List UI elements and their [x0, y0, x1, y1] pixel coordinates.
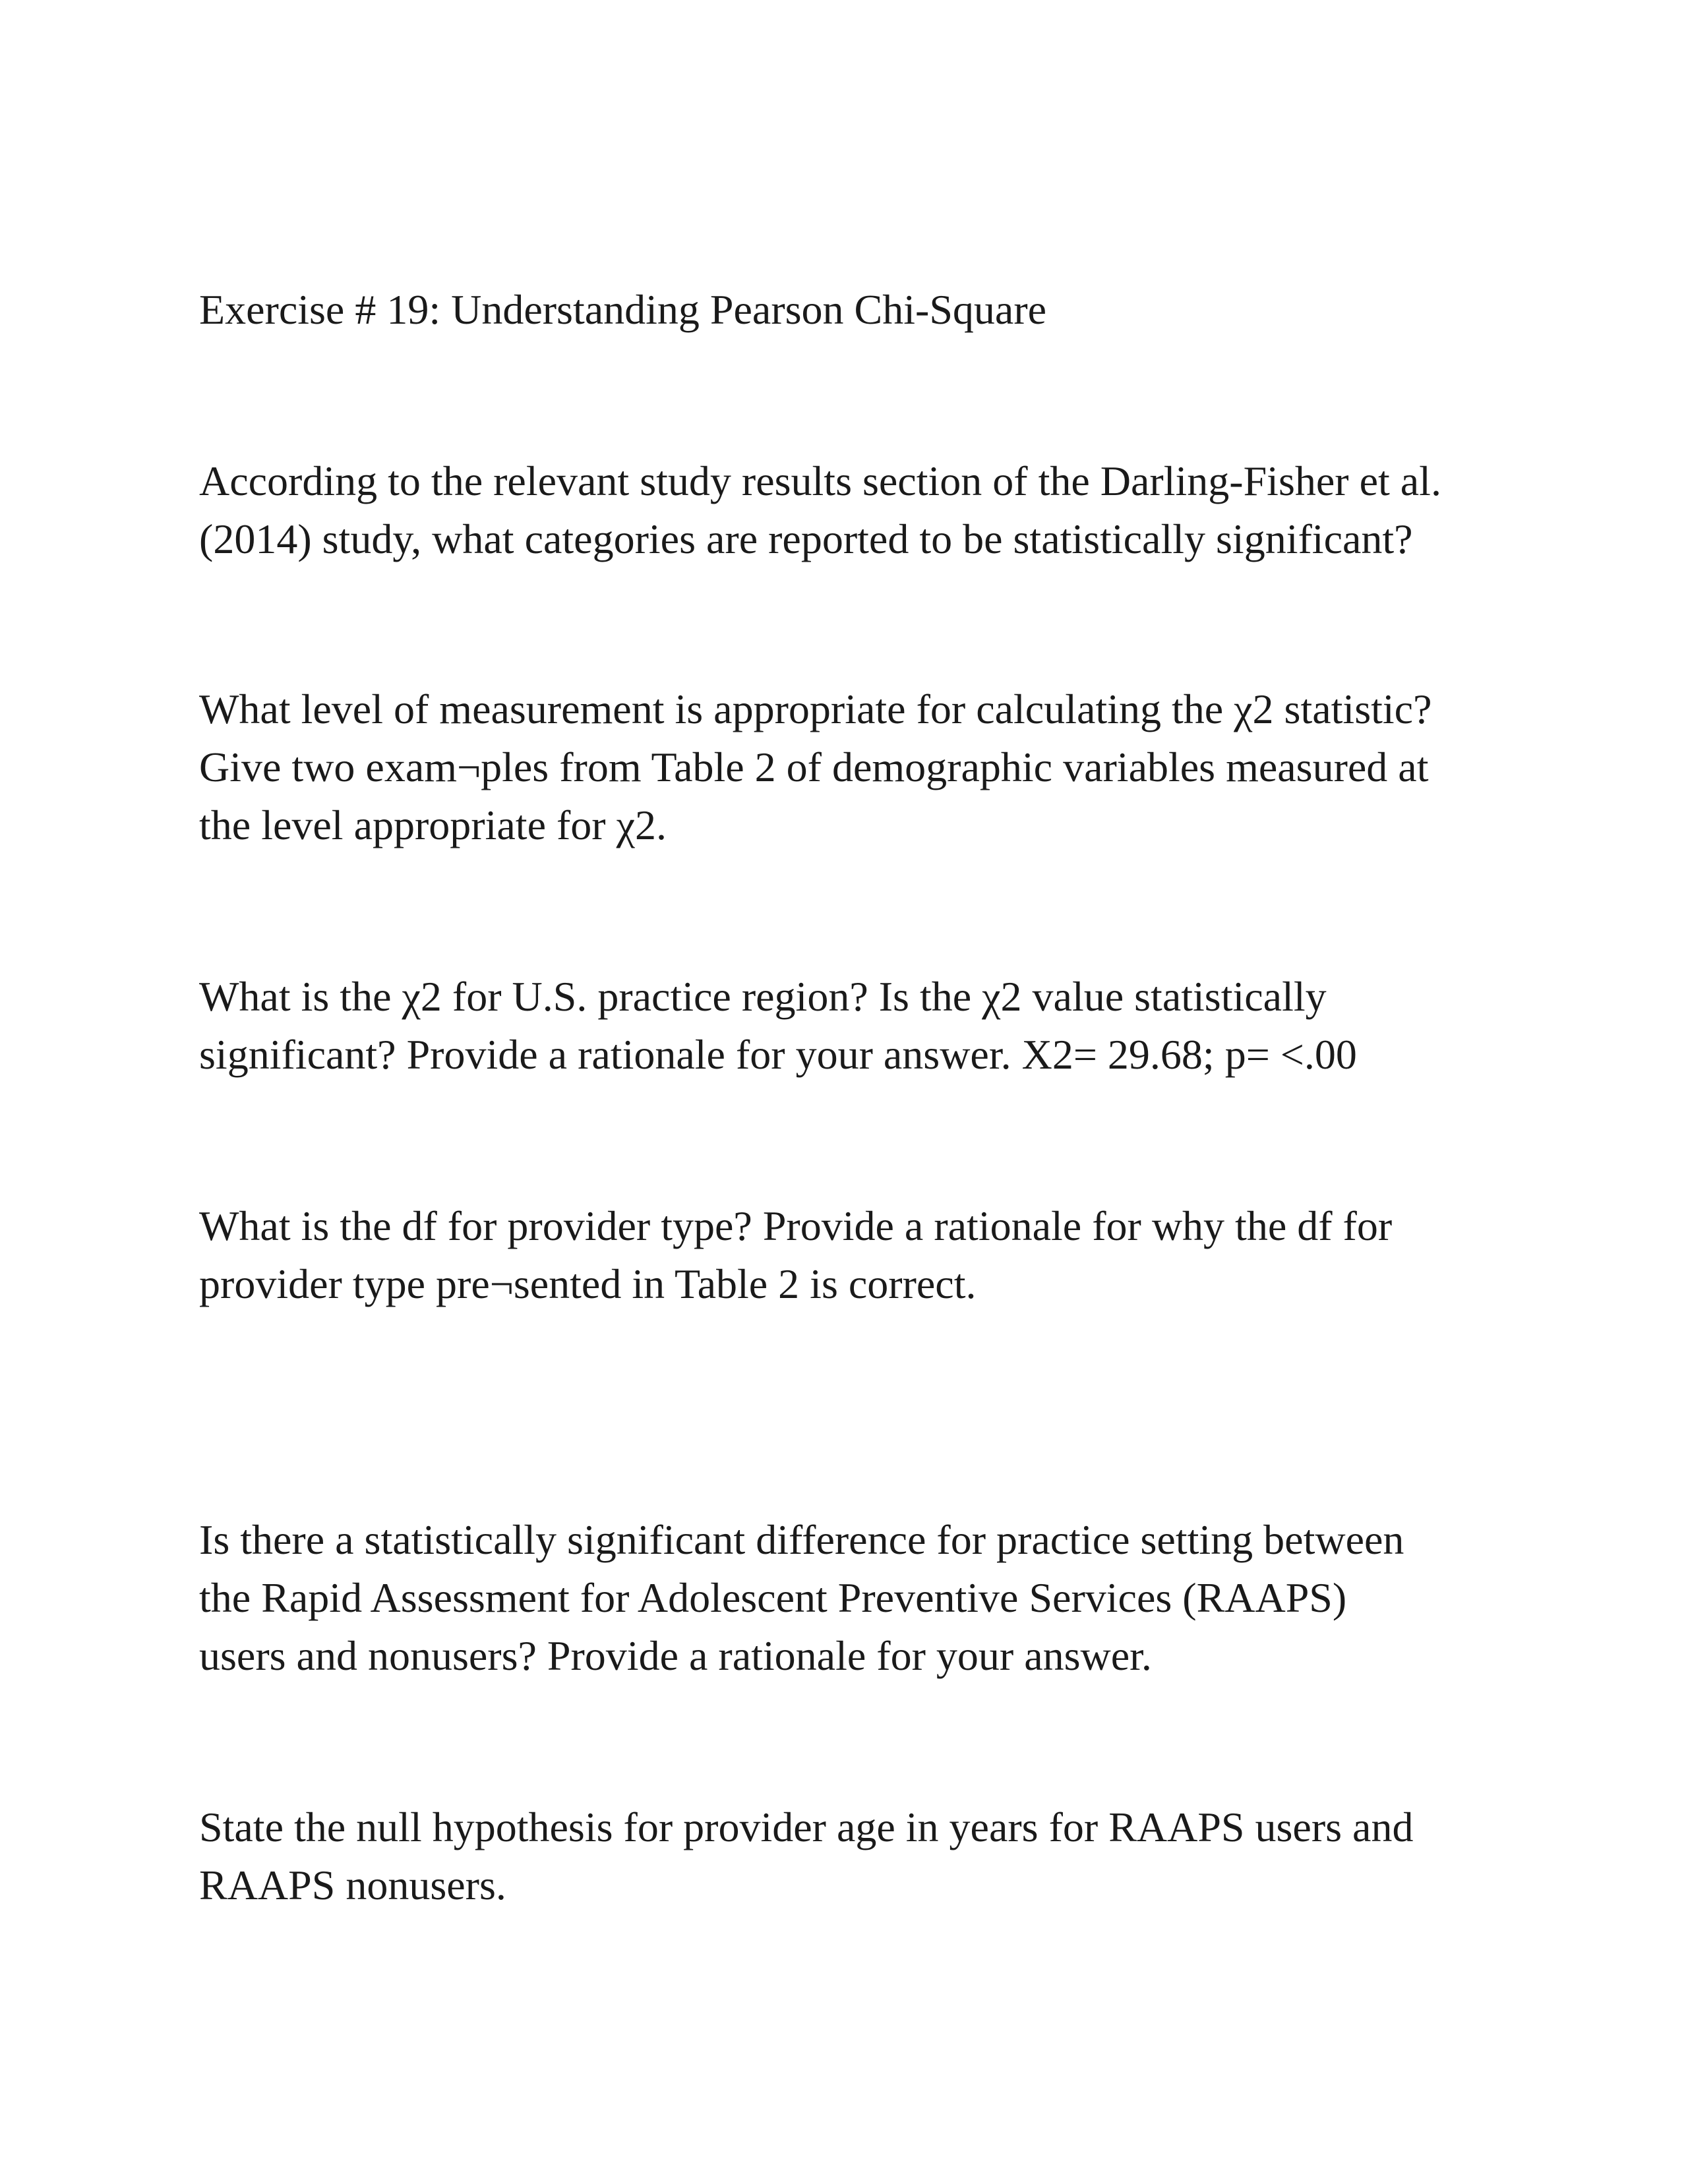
question-1-line-2: (2014) study, what categories are reported to be statistically significant?: [199, 516, 1413, 562]
exercise-title-text: Exercise # 19: Understanding Pearson Chi-Square: [199, 286, 1047, 333]
question-6-line-2: RAAPS nonusers.: [199, 1862, 506, 1908]
question-6: [199, 1798, 1544, 1914]
question-5: [199, 1511, 1544, 1685]
question-3-line-1: What is the χ2 for U.S. practice region? Is the χ2 value statistically: [199, 973, 1327, 1020]
question-1-line-1: According to the relevant study results section of the Darling-Fisher et al.: [199, 457, 1441, 504]
question-4: [199, 1197, 1544, 1313]
exercise-title: [199, 281, 1544, 339]
question-3: [199, 968, 1544, 1084]
question-5-line-2: the Rapid Assessment for Adolescent Preventive Services (RAAPS): [199, 1574, 1347, 1621]
question-1: [199, 452, 1544, 568]
question-2: [199, 680, 1544, 854]
question-4-line-1: What is the df for provider type? Provide a rationale for why the df for: [199, 1202, 1393, 1249]
question-6-line-1: State the null hypothesis for provider age in years for RAAPS users and: [199, 1804, 1414, 1850]
question-4-line-2: provider type pre¬sented in Table 2 is correct.: [199, 1260, 977, 1307]
question-5-line-1: Is there a statistically significant difference for practice setting between: [199, 1516, 1404, 1563]
question-3-line-2: significant? Provide a rationale for your answer. X2= 29.68; p= <.00: [199, 1031, 1357, 1078]
question-5-line-3: users and nonusers? Provide a rationale for your answer.: [199, 1632, 1152, 1679]
question-2-line-1: What level of measurement is appropriate for calculating the χ2 statistic?: [199, 686, 1432, 732]
question-2-line-3: the level appropriate for χ2.: [199, 802, 667, 848]
question-2-line-2: Give two exam¬ples from Table 2 of demographic variables measured at: [199, 744, 1429, 790]
